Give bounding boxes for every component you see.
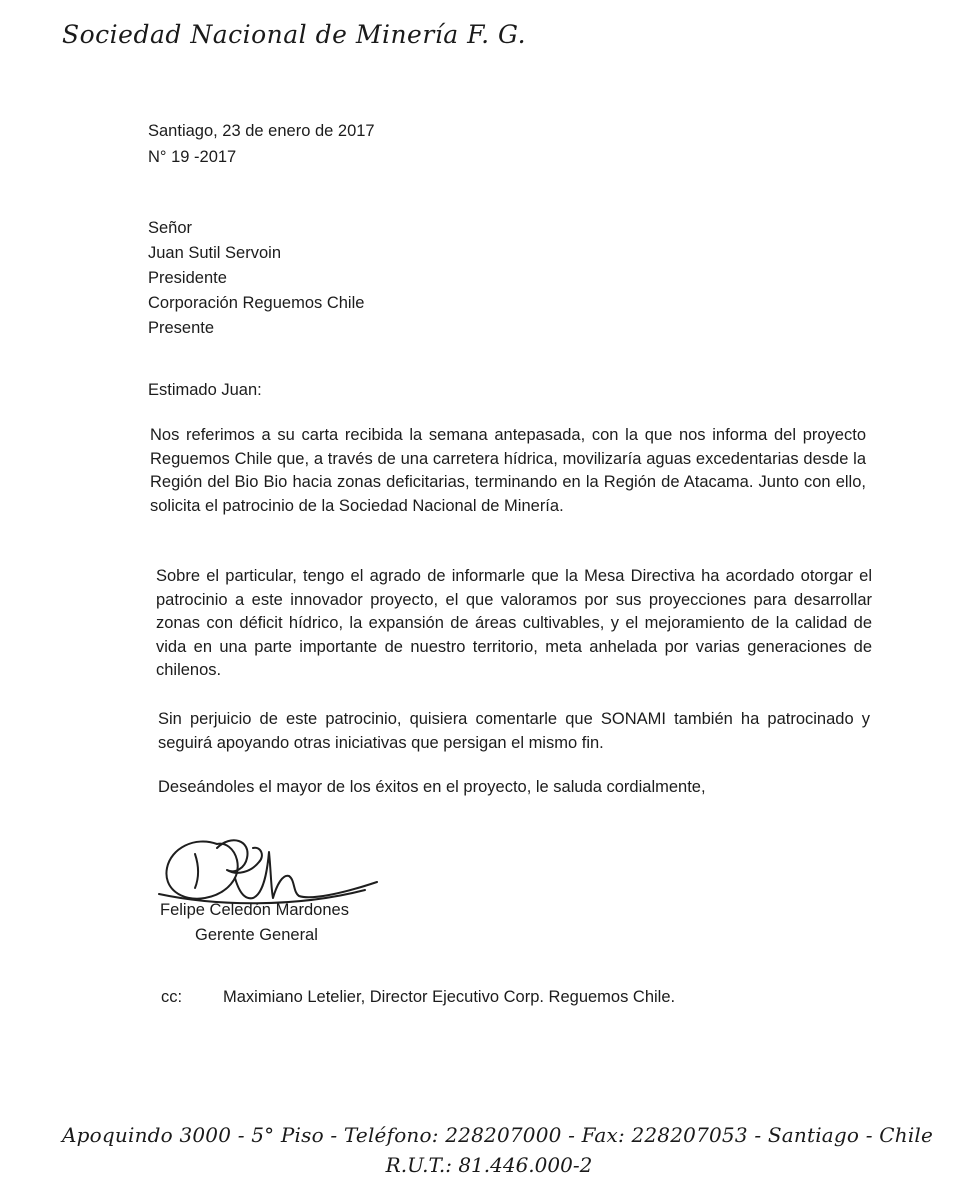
letter-date: Santiago, 23 de enero de 2017 [148, 122, 375, 140]
recipient-organization: Corporación Reguemos Chile [148, 294, 365, 312]
footer-address: Apoquindo 3000 - 5° Piso - Teléfono: 228207000 - Fax: 228207053 - Santiago - Chile [62, 1123, 934, 1147]
cc-line [161, 988, 675, 1007]
recipient-presente: Presente [148, 319, 215, 337]
paragraph-2: Sobre el particular, tengo el agrado de informarle que la Mesa Directiva ha acordado otorgar el patrocinio a este innovador proyecto, el que valoramos por sus proyecciones para desarrollar zonas con déficit hídrico, la expansión de áreas cultivables, y el mejoramiento de la calidad de vida en una parte importante de nuestro territorio, meta anhelada por varias generaciones de chilenos. [156, 567, 872, 679]
date-block [148, 118, 375, 170]
letterhead: Sociedad Nacional de Minería F. G. [62, 20, 527, 49]
recipient-block [148, 216, 364, 341]
cc-label: cc: [161, 988, 183, 1006]
recipient-salutation: Señor [148, 219, 193, 237]
signer-block [160, 898, 349, 948]
letter-number: N° 19 -2017 [148, 148, 237, 166]
paragraph-4: Deseándoles el mayor de los éxitos en el proyecto, le saluda cordialmente, [158, 778, 706, 796]
paragraph-1: Nos referimos a su carta recibida la semana antepasada, con la que nos informa del proyecto Reguemos Chile que, a través de una carretera hídrica, movilizaría aguas excedentarias desde la Región del Bio Bio hacia zonas deficitarias, terminando en la Región de Atacama. Junto con ello, solicita el patrocinio de la Sociedad Nacional de Minería. [150, 426, 866, 515]
cc-text: Maximiano Letelier, Director Ejecutivo Corp. Reguemos Chile. [223, 988, 676, 1006]
recipient-name: Juan Sutil Servoin [148, 244, 281, 262]
footer [62, 1120, 934, 1180]
footer-rut: R.U.T.: 81.446.000-2 [385, 1153, 593, 1177]
signer-name: Felipe Celedón Mardones [160, 901, 349, 919]
greeting: Estimado Juan: [148, 381, 262, 399]
signer-role: Gerente General [195, 926, 318, 944]
paragraph-3: Sin perjuicio de este patrocinio, quisiera comentarle que SONAMI también ha patrocinado y seguirá apoyando otras iniciativas que persigan el mismo fin. [158, 710, 870, 752]
recipient-title: Presidente [148, 269, 227, 287]
